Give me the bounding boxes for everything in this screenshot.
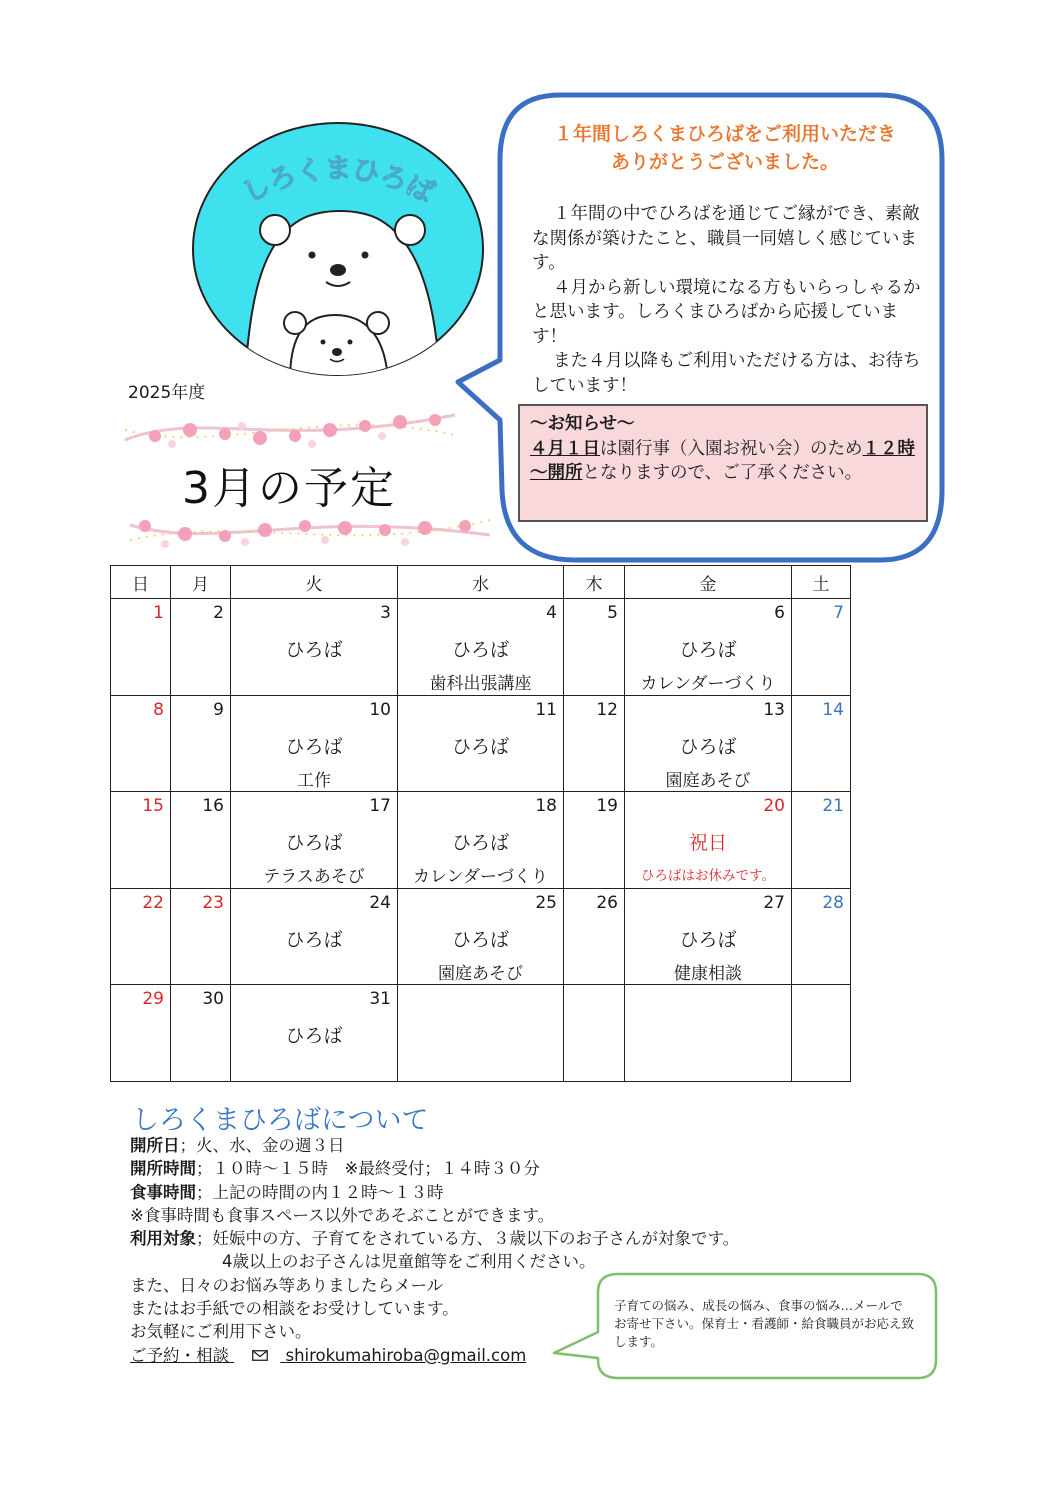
calendar-day-cell [625,985,792,1082]
day-event: ひろば [285,1025,343,1047]
notice-time: １２時～開所 [530,438,915,483]
day-event: ひろば [285,832,343,854]
day-number: 31 [369,989,391,1009]
weekday-header: 日 [111,566,171,599]
calendar-day-cell [231,792,398,889]
open-hours [130,1157,810,1180]
weekday-header: 土 [792,566,851,599]
calendar-week-row [111,695,851,792]
day-number: 22 [142,892,164,913]
notice-box [518,404,928,522]
day-event: 祝日 [688,832,727,854]
info-label: 開所日 [130,1136,180,1155]
day-number: 8 [153,699,164,720]
calendar-day-cell [792,888,851,985]
bubble-heading-line2: ありがとうございました。 [610,151,839,173]
day-number: 28 [822,892,844,913]
calendar-week-row [111,888,851,985]
meal-note: ※食事時間も食事スペース以外であそぶことができます。 [130,1205,555,1225]
consult-line: またはお手紙での相談をお受けしています。 [130,1299,459,1319]
calendar-day-cell [398,888,564,985]
day-event-detail: ひろばはお休みです。 [641,868,775,884]
calendar-day-cell [111,985,171,1082]
notice-text-part: となりますので、ご了承ください。 [582,463,863,483]
day-number: 4 [546,603,557,623]
mail-icon [252,1344,268,1367]
day-number: 29 [142,989,164,1009]
meal-time [130,1181,810,1204]
day-number: 7 [833,603,844,623]
day-event: ひろば [285,639,343,661]
day-event-detail: カレンダーづくり [413,867,548,887]
day-number: 20 [763,796,785,816]
info-value: ；火、水、金の週３日 [179,1136,345,1155]
bubble-heading-line1: １年間しろくまひろばをご利用いただき [553,123,896,145]
flower-ribbon-icon [120,400,460,460]
calendar-day-cell [231,985,398,1082]
small-bubble-text: 子育ての悩み、成長の悩み、食事の悩み…メールでお寄せ下さい。保育士・看護師・給食職員がお応え致します。 [614,1298,915,1349]
day-number: 26 [596,892,618,913]
day-number: 2 [213,603,224,623]
day-event: ひろば [451,928,509,951]
day-number: 15 [142,796,164,816]
month-title: 3月の予定 [182,463,396,514]
calendar-day-cell [111,888,171,985]
calendar-day-cell [792,985,851,1082]
day-number: 3 [380,603,391,623]
calendar-day-cell [625,888,792,985]
weekday-header: 水 [398,566,564,599]
flower-ribbon-icon [125,500,495,560]
day-event: ひろば [451,639,509,661]
calendar-week-row [111,985,851,1082]
info-label: 利用対象 [130,1229,196,1249]
day-event-detail: 園庭あそび [438,963,523,984]
about-title: しろくまひろばについて [132,1105,429,1136]
message-paragraph: また４月以降もご利用いただける方は、お待ちしています！ [532,351,921,396]
calendar-day-cell [398,792,564,889]
day-number: 6 [774,603,785,623]
day-number: 5 [607,603,618,623]
calendar-day-cell [564,792,625,889]
day-number: 9 [213,699,224,720]
notice-text [530,437,916,486]
day-event-detail: 歯科出張講座 [429,674,532,694]
calendar-day-cell [171,888,231,985]
calendar-day-cell [564,888,625,985]
calendar-day-cell [625,792,792,889]
bubble-message [532,202,922,398]
target-users [130,1227,810,1250]
consult-line: お気軽にご利用下さい。 [130,1322,312,1342]
day-event: ひろば [679,735,737,758]
calendar-day-cell [792,599,851,696]
info-label: 食事時間 [130,1182,196,1202]
logo-text: しろくまひろば [237,153,439,210]
weekday-header: 金 [625,566,792,599]
calendar-day-cell [792,792,851,889]
calendar-day-cell [231,888,398,985]
notice-title: ～お知らせ～ [530,414,635,434]
info-label: 開所時間 [130,1159,196,1179]
day-number: 21 [822,796,844,816]
calendar-day-cell [564,985,625,1082]
day-number: 25 [535,892,557,913]
day-event: ひろば [285,928,343,951]
calendar-day-cell [231,695,398,792]
day-number: 16 [202,796,224,816]
open-days [130,1134,810,1157]
day-event-detail: カレンダーづくり [640,674,776,694]
info-value: ；上記の時間の内１２時～１３時 [196,1182,444,1202]
calendar-day-cell [564,599,625,696]
day-number: 11 [535,699,557,720]
calendar-day-cell [625,599,792,696]
calendar-day-cell [792,695,851,792]
day-event-detail: 健康相談 [674,963,742,984]
day-event: ひろば [451,735,509,758]
calendar-day-cell [171,792,231,889]
calendar-day-cell [625,695,792,792]
day-number: 23 [202,892,224,913]
day-number: 13 [763,699,785,720]
calendar-week-row [111,792,851,889]
calendar-day-cell [171,695,231,792]
calendar-day-cell [398,695,564,792]
day-number: 1 [153,603,164,623]
calendar-day-cell [171,599,231,696]
calendar-day-cell [111,599,171,696]
notice-date: ４月１日 [530,438,600,459]
fiscal-year: 2025年度 [128,383,206,403]
day-number: 10 [369,699,391,720]
day-number: 30 [202,989,224,1009]
day-event: ひろば [285,735,343,758]
calendar-day-cell [564,695,625,792]
day-event: ひろば [679,928,737,951]
consult-line: また、日々のお悩み等ありましたらメール [130,1275,444,1295]
weekday-header: 月 [171,566,231,599]
calendar-day-cell [398,599,564,696]
calendar-week-row [111,599,851,696]
calendar-day-cell [231,599,398,696]
calendar-day-cell [171,985,231,1082]
contact-label: ご予約・相談 [130,1345,229,1365]
day-number: 24 [369,892,391,913]
day-number: 17 [369,796,391,816]
weekday-header-row [111,566,851,599]
calendar-day-cell [398,985,564,1082]
day-number: 12 [596,699,618,720]
day-event-detail: テラスあそび [263,867,365,887]
info-value: ；妊娠中の方、子育てをされている方、３歳以下のお子さんが対象です。 [196,1229,740,1249]
day-number: 19 [596,796,618,816]
contact-email[interactable]: shirokumahiroba@gmail.com [285,1345,527,1365]
logo-polar-bear [190,120,486,378]
calendar-day-cell [111,695,171,792]
message-paragraph: ４月から新しい環境になる方もいらっしゃるかと思います。しろくまひろばから応援しています！ [532,277,921,347]
target-note: 4歳以上のお子さんは児童館等をご利用ください。 [222,1252,596,1272]
message-paragraph: １年間の中でひろばを通じてご縁ができ、素敵な関係が築けたこと、職員一同嬉しく感じています。 [532,204,920,273]
weekday-header: 火 [231,566,398,599]
day-event-detail: 工作 [297,770,331,791]
calendar-day-cell [111,792,171,889]
info-value: ；１０時～１５時 ※最終受付；１４時３０分 [196,1159,540,1179]
day-number: 27 [763,892,785,913]
notice-text-part: は園行事（入園お祝い会）のため [600,438,863,459]
day-event-detail: 園庭あそび [665,770,751,791]
day-event: ひろば [679,639,737,661]
day-number: 18 [535,796,557,816]
weekday-header: 木 [564,566,625,599]
calendar-table [110,565,851,1082]
bubble-heading [520,120,930,176]
day-number: 14 [822,699,844,720]
day-event: ひろば [451,832,509,854]
